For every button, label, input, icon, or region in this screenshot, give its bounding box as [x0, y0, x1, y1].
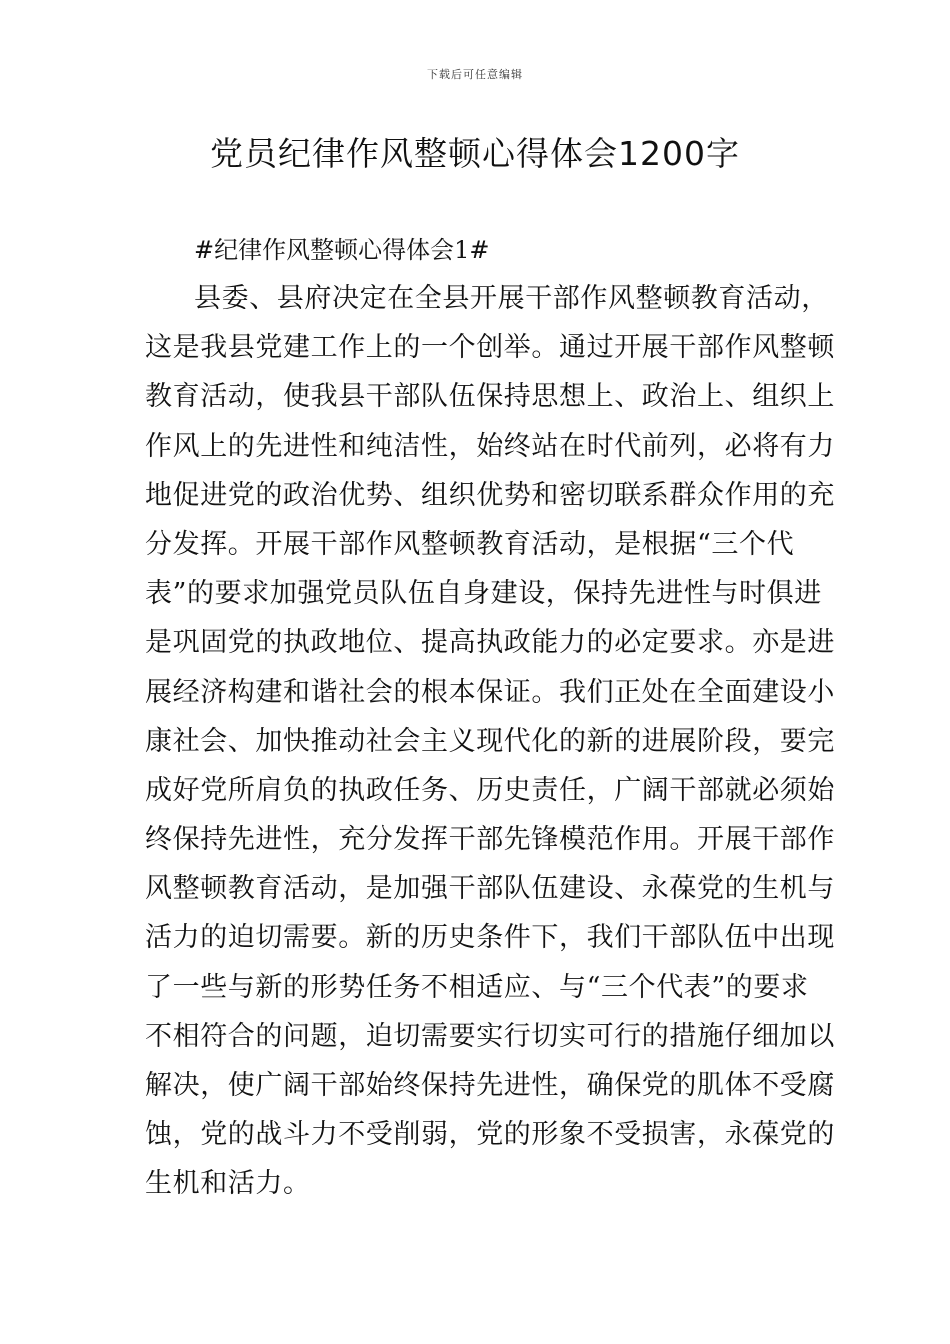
header-note: 下载后可任意编辑 [427, 68, 523, 81]
paragraph-line: 县委、县府决定在全县开展干部作风整顿教育活动， [194, 283, 829, 314]
paragraph-line: 蚀，党的战斗力不受削弱，党的形象不受损害，永葆党的 [145, 1119, 835, 1151]
paragraph-line: 生机和活力。 [145, 1168, 311, 1200]
paragraph-line: 作风上的先进性和纯洁性，始终站在时代前列，必将有力 [145, 430, 835, 462]
document-title: 党员纪律作风整顿心得体会1200字 [210, 134, 740, 173]
paragraph-line: 不相符合的问题，迫切需要实行切实可行的措施仔细加以 [145, 1020, 835, 1052]
body-paragraph [145, 280, 835, 1215]
paragraph-line: 教育活动，使我县干部队伍保持思想上、政治上、组织上 [145, 381, 835, 413]
paragraph-line: 表”的要求加强党员队伍自身建设，保持先进性与时俱进 [145, 578, 822, 610]
paragraph-line: 是巩固党的执政地位、提高执政能力的必定要求。亦是进 [145, 627, 835, 659]
paragraph-line: 解决，使广阔干部始终保持先进性，确保党的肌体不受腐 [145, 1070, 835, 1101]
paragraph-line: 分发挥。开展干部作风整顿教育活动，是根据“三个代 [145, 528, 795, 560]
paragraph-line: 这是我县党建工作上的一个创举。通过开展干部作风整顿 [145, 332, 835, 364]
paragraph-line: 成好党所肩负的执政任务、历史责任，广阔干部就必须始 [145, 774, 835, 806]
paragraph-line: 风整顿教育活动，是加强干部队伍建设、永葆党的生机与 [145, 873, 835, 905]
paragraph-line: 地促进党的政治优势、组织优势和密切联系群众作用的充 [145, 479, 835, 511]
paragraph-line: 活力的迫切需要。新的历史条件下，我们干部队伍中出现 [145, 922, 835, 954]
paragraph-line: 终保持先进性，充分发挥干部先锋模范作用。开展干部作 [145, 824, 835, 856]
paragraph-line: 康社会、加快推动社会主义现代化的新的进展阶段，要完 [145, 725, 835, 757]
paragraph-line: 了一些与新的形势任务不相适应、与“三个代表”的要求 [145, 971, 809, 1003]
section-heading: #纪律作风整顿心得体会1# [194, 236, 490, 264]
paragraph-line: 展经济构建和谐社会的根本保证。我们正处在全面建设小 [145, 676, 835, 708]
